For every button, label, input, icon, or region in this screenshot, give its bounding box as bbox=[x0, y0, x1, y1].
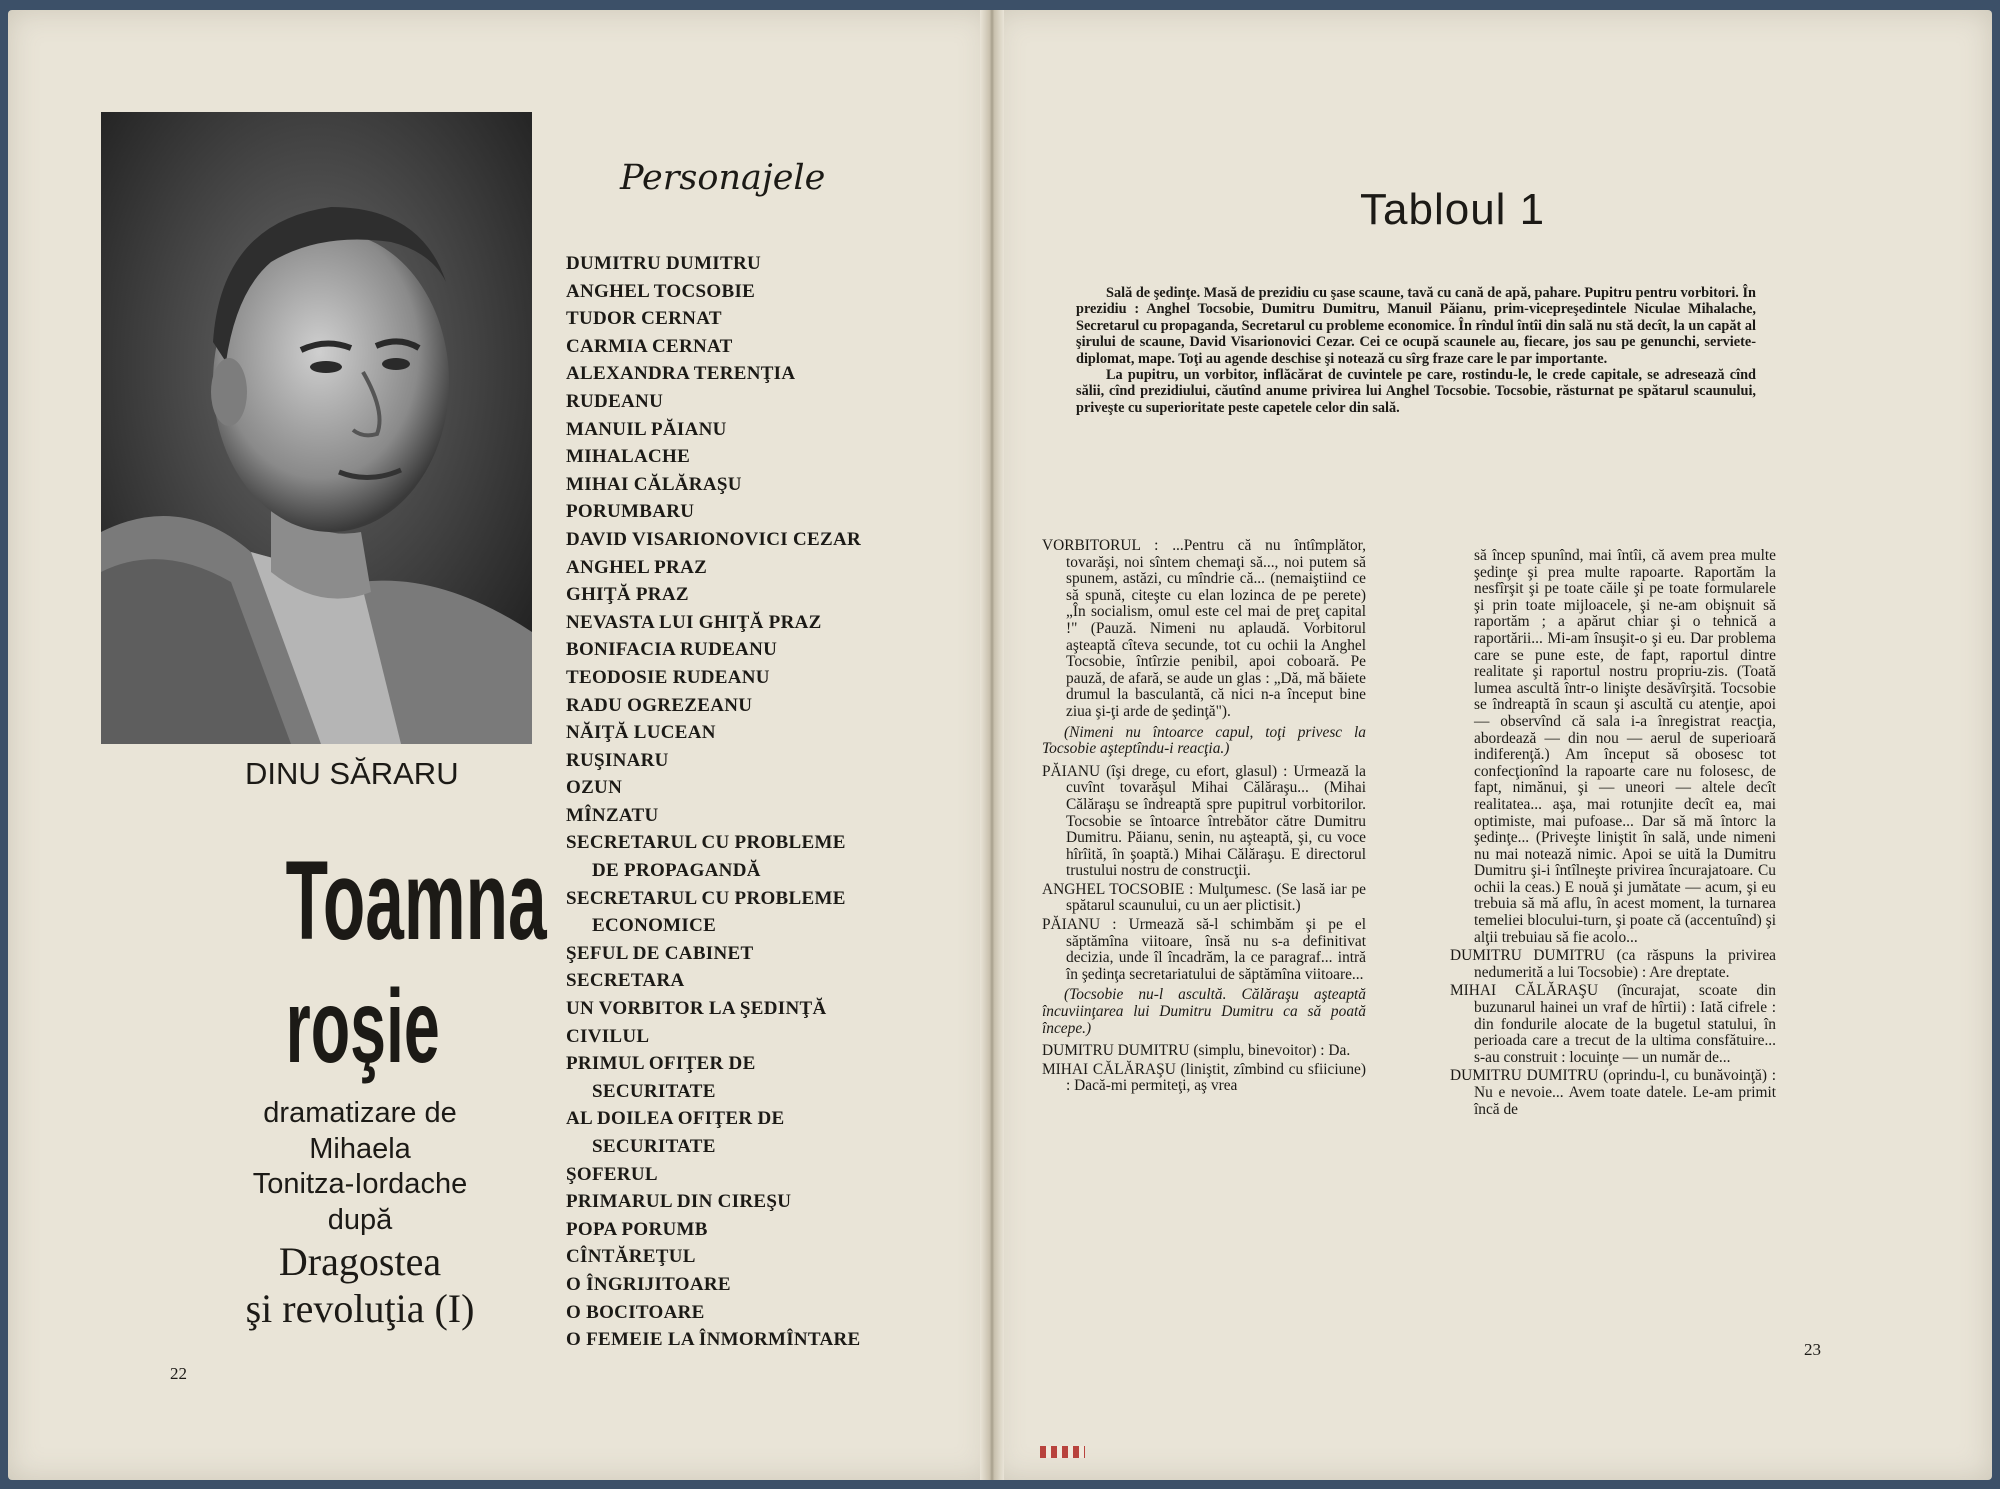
cast-member: MIHALACHE bbox=[566, 446, 691, 468]
cast-member: O FEMEIE LA ÎNMORMÎNTARE bbox=[566, 1329, 861, 1351]
scene-heading: Tabloul 1 bbox=[1360, 185, 1546, 234]
cast-member: NEVASTA LUI GHIŢĂ PRAZ bbox=[566, 611, 822, 633]
author-photo bbox=[101, 112, 532, 744]
play-title-line-2: roşie bbox=[285, 969, 440, 1085]
cast-member: PRIMUL OFIŢER DE bbox=[566, 1053, 756, 1075]
page-number-left: 22 bbox=[170, 1364, 187, 1383]
cast-member: RUDEANU bbox=[566, 390, 664, 412]
cast-member: BONIFACIA RUDEANU bbox=[566, 639, 778, 661]
cast-member: POPA PORUMB bbox=[566, 1218, 708, 1240]
page-number-right: 23 bbox=[1804, 1340, 1821, 1359]
cast-member: SECURITATE bbox=[592, 1080, 716, 1102]
dialogue-column-left bbox=[1042, 538, 1366, 1097]
dialogue-column-right bbox=[1450, 548, 1776, 1120]
dialogue-line: DUMITRU DUMITRU (oprindu-l, cu bunăvoinţă) : Nu e nevoie... Avem toate datele. Le-am primit încă de bbox=[1450, 1067, 1776, 1118]
cast-member: ANGHEL PRAZ bbox=[566, 556, 708, 578]
dialogue-line: să încep spunînd, mai întîi, că avem prea multe şedinţe şi prea multe rapoarte. Raportăm la nesfîrşit şi pe toate căile şi pe toate formularele şi prin toate mijloacele, şi ne-am obişnuit să raportăm ; a apărut chiar şi o tehnică a raportării... Mi-am însuşit-o şi eu. Dar problema care se pune este, de fapt, raportul dintre realitate şi raportul nostru propriu-zis. (Toată lumea ascultă într-o linişte desăvîrşită. Tocsobie se îndreaptă în scaun şi ascultă cu atenţie, apoi — observînd că sala i-a înregistrat reacţia, abordează — din nou — aerul de superioară indiferenţă.) Am început să obosesc tot confecţionînd la rapoarte care nu folosesc, de fapt, nimănui, şi — uneori — altele decît realitatea... aşa, mai rotunjite decît ea, mai optimiste, mai pufoase... Dar să mă întorc la şedinţe... (Priveşte liniştit în sală, unde nimeni nu mai notează nimic. Apoi se uită la Dumitru Dumitru şi-i întîlneşte privirea încurajatoare. Cu ochii la ceas.) E nouă şi jumătate — acum, şi eu trebuia să mă aflu, în acest moment, la turnarea temeliei blocului-turn, şi poate că (accentuînd) şi alţii trebuiau să fie acolo... bbox=[1474, 547, 1776, 946]
cast-member: SECRETARUL CU PROBLEME bbox=[566, 832, 846, 854]
cast-member: ALEXANDRA TERENŢIA bbox=[566, 363, 796, 385]
cast-member: CARMIA CERNAT bbox=[566, 335, 733, 357]
subtitle-line: după bbox=[327, 1204, 393, 1236]
cast-member: RUŞINARU bbox=[566, 749, 669, 771]
cast-member: RADU OGREZEANU bbox=[566, 694, 753, 716]
dialogue-line: VORBITORUL : ...Pentru că nu întîmplător, tovarăşi, noi sîntem chemaţi să..., noi putem să spunem, astăzi, cu mîndrie că... (nemaiştiind ce să spună, citeşte cu elan lozinca de pe perete) „În socialism, omul este cel mai de preţ capital !" (Pauză. Nimeni nu aplaudă. Vorbitorul aşteaptă cîteva secunde, tot cu ochii la Anghel Tocsobie, întîrzie penibil, apoi coboară. Pe pauză, de afară, se aude un glas : „Dă, mă băiete drumul la basculantă, că nici n-a început bine ziua şi-ţi arde de şedinţă"). bbox=[1042, 537, 1366, 720]
stage-direction: (Nimeni nu întoarce capul, toţi privesc la Tocsobie aşteptîndu-i reacţia.) bbox=[1042, 723, 1366, 758]
cast-member: CIVILUL bbox=[566, 1025, 650, 1047]
binding-thread bbox=[1040, 1446, 1085, 1458]
cast-member: OZUN bbox=[566, 777, 623, 799]
cast-list bbox=[566, 250, 946, 1354]
cast-member: PRIMARUL DIN CIREŞU bbox=[566, 1191, 792, 1213]
subtitle-line: Tonitza-Iordache bbox=[252, 1168, 468, 1200]
dialogue-line: DUMITRU DUMITRU (ca răspuns la privirea nedumerită a lui Tocsobie) : Are dreptate. bbox=[1450, 947, 1776, 981]
play-title-line-1: Toamna bbox=[285, 838, 547, 963]
intro-paragraph: La pupitru, un vorbitor, inflăcărat de cuvintele pe care, rostindu-le, le crede capitale, se adresează cînd sălii, cînd prezidiului, căutînd anume privirea lui Anghel Tocsobie. Tocsobie, răsturnat pe spătarul scaunului, priveşte cu superioritate peste capetele celor din sală. bbox=[1076, 367, 1756, 416]
cast-member: DE PROPAGANDĂ bbox=[592, 860, 761, 882]
intro-paragraph: Sală de şedinţe. Masă de prezidiu cu şase scaune, tavă cu cană de apă, pahare. Pupitru pentru vorbitori. În prezidiu : Anghel Tocsobie, Dumitru Dumitru, Manuil Păianu, prim-vicepreşedintele Niculae Mihalache, Secretarul cu propaganda, Secretarul cu probleme economice. În rîndul întîi din sală nu stă decît, la un capăt al şirului de scaune, David Visarionovici Cezar. Cei ce ocupă scaunele au, fiecare, jos sau pe genunchi, serviete-diplomat, mape. Toţi au agende deschise şi notează cu sîrg fraze care le par importante. bbox=[1076, 285, 1756, 367]
cast-member: UN VORBITOR LA ŞEDINŢĂ bbox=[566, 998, 827, 1020]
dialogue-line: MIHAI CĂLĂRAŞU (încurajat, scoate din buzunarul hainei un vraf de hîrtii) : Iată cifrele : din fondurile alocate de la bugetul statului, în perioada care a trecut de la ultima consfătuire... s-au construit : locuinţe — un număr de... bbox=[1450, 982, 1776, 1066]
subtitle-line: dramatizare de bbox=[263, 1097, 457, 1129]
book-gutter bbox=[980, 10, 1004, 1480]
cast-member: ANGHEL TOCSOBIE bbox=[566, 280, 756, 302]
cast-member: SECURITATE bbox=[592, 1136, 716, 1157]
cast-member: GHIŢĂ PRAZ bbox=[566, 584, 689, 606]
dialogue-line: PĂIANU : Urmează să-l schimbăm şi pe el săptămîna viitoare, însă nu s-a definitivat decizia, unde îl încadrăm, la ce paragraf... intră în şedinţa secretariatului de săptămîna viitoare... bbox=[1042, 916, 1366, 983]
cast-member: ŞEFUL DE CABINET bbox=[566, 942, 754, 964]
dialogue-line: ANGHEL TOCSOBIE : Mulţumesc. (Se lasă iar pe spătarul scaunului, cu un aer plictisit.) bbox=[1042, 880, 1366, 915]
cast-member: DUMITRU DUMITRU bbox=[566, 253, 762, 274]
dialogue-line: PĂIANU (îşi drege, cu efort, glasul) : Urmează la cuvînt tovarăşul Mihai Călăraşu... (Mihai Călăraşu se îndreaptă spre pupitrul vorbitorilor. Tocsobie se întoarce întrebător către Dumitru Dumitru. Păianu, senin, nu aşteaptă, şi, cu voce hîrîită, în şoaptă.) Mihai Călăraşu. E directorul trustului nostru de construcţii. bbox=[1042, 762, 1366, 880]
cast-member: MIHAI CĂLĂRAŞU bbox=[566, 473, 742, 495]
cast-member: TUDOR CERNAT bbox=[566, 308, 722, 330]
subtitle-line: Mihaela bbox=[309, 1133, 411, 1165]
source-title-line: şi revoluţia (I) bbox=[245, 1286, 475, 1331]
cast-member: AL DOILEA OFIŢER DE bbox=[566, 1108, 785, 1130]
dialogue-line: DUMITRU DUMITRU (simplu, binevoitor) : Da. bbox=[1042, 1042, 1351, 1060]
dialogue-line: MIHAI CĂLĂRAŞU (liniştit, zîmbind cu sfiiciune) : Dacă-mi permiteţi, aş vrea bbox=[1042, 1060, 1366, 1095]
cast-member: SECRETARA bbox=[566, 970, 685, 992]
cast-member: SECRETARUL CU PROBLEME bbox=[566, 887, 846, 909]
cast-member: CÎNTĂREŢUL bbox=[566, 1246, 696, 1268]
cast-heading: Personajele bbox=[620, 158, 826, 198]
stage-direction: (Tocsobie nu-l ascultă. Călăraşu aşteaptă încuviinţarea lui Dumitru Dumitru ca să poată începe.) bbox=[1042, 986, 1366, 1037]
cast-member: O ÎNGRIJITOARE bbox=[566, 1273, 731, 1295]
cast-member: NĂIŢĂ LUCEAN bbox=[566, 722, 716, 744]
cast-member: PORUMBARU bbox=[566, 501, 695, 523]
cast-member: MÎNZATU bbox=[566, 804, 659, 826]
cast-member: O BOCITOARE bbox=[566, 1301, 705, 1323]
cast-member: ECONOMICE bbox=[592, 915, 717, 937]
cast-member: DAVID VISARIONOVICI CEZAR bbox=[566, 528, 862, 550]
cast-member: ŞOFERUL bbox=[566, 1163, 658, 1185]
source-title-line: Dragostea bbox=[278, 1239, 442, 1284]
stage-directions-intro bbox=[1076, 285, 1756, 416]
cast-member: MANUIL PĂIANU bbox=[566, 418, 727, 440]
cast-member: TEODOSIE RUDEANU bbox=[566, 666, 770, 688]
author-name: DINU SĂRARU bbox=[245, 756, 459, 791]
